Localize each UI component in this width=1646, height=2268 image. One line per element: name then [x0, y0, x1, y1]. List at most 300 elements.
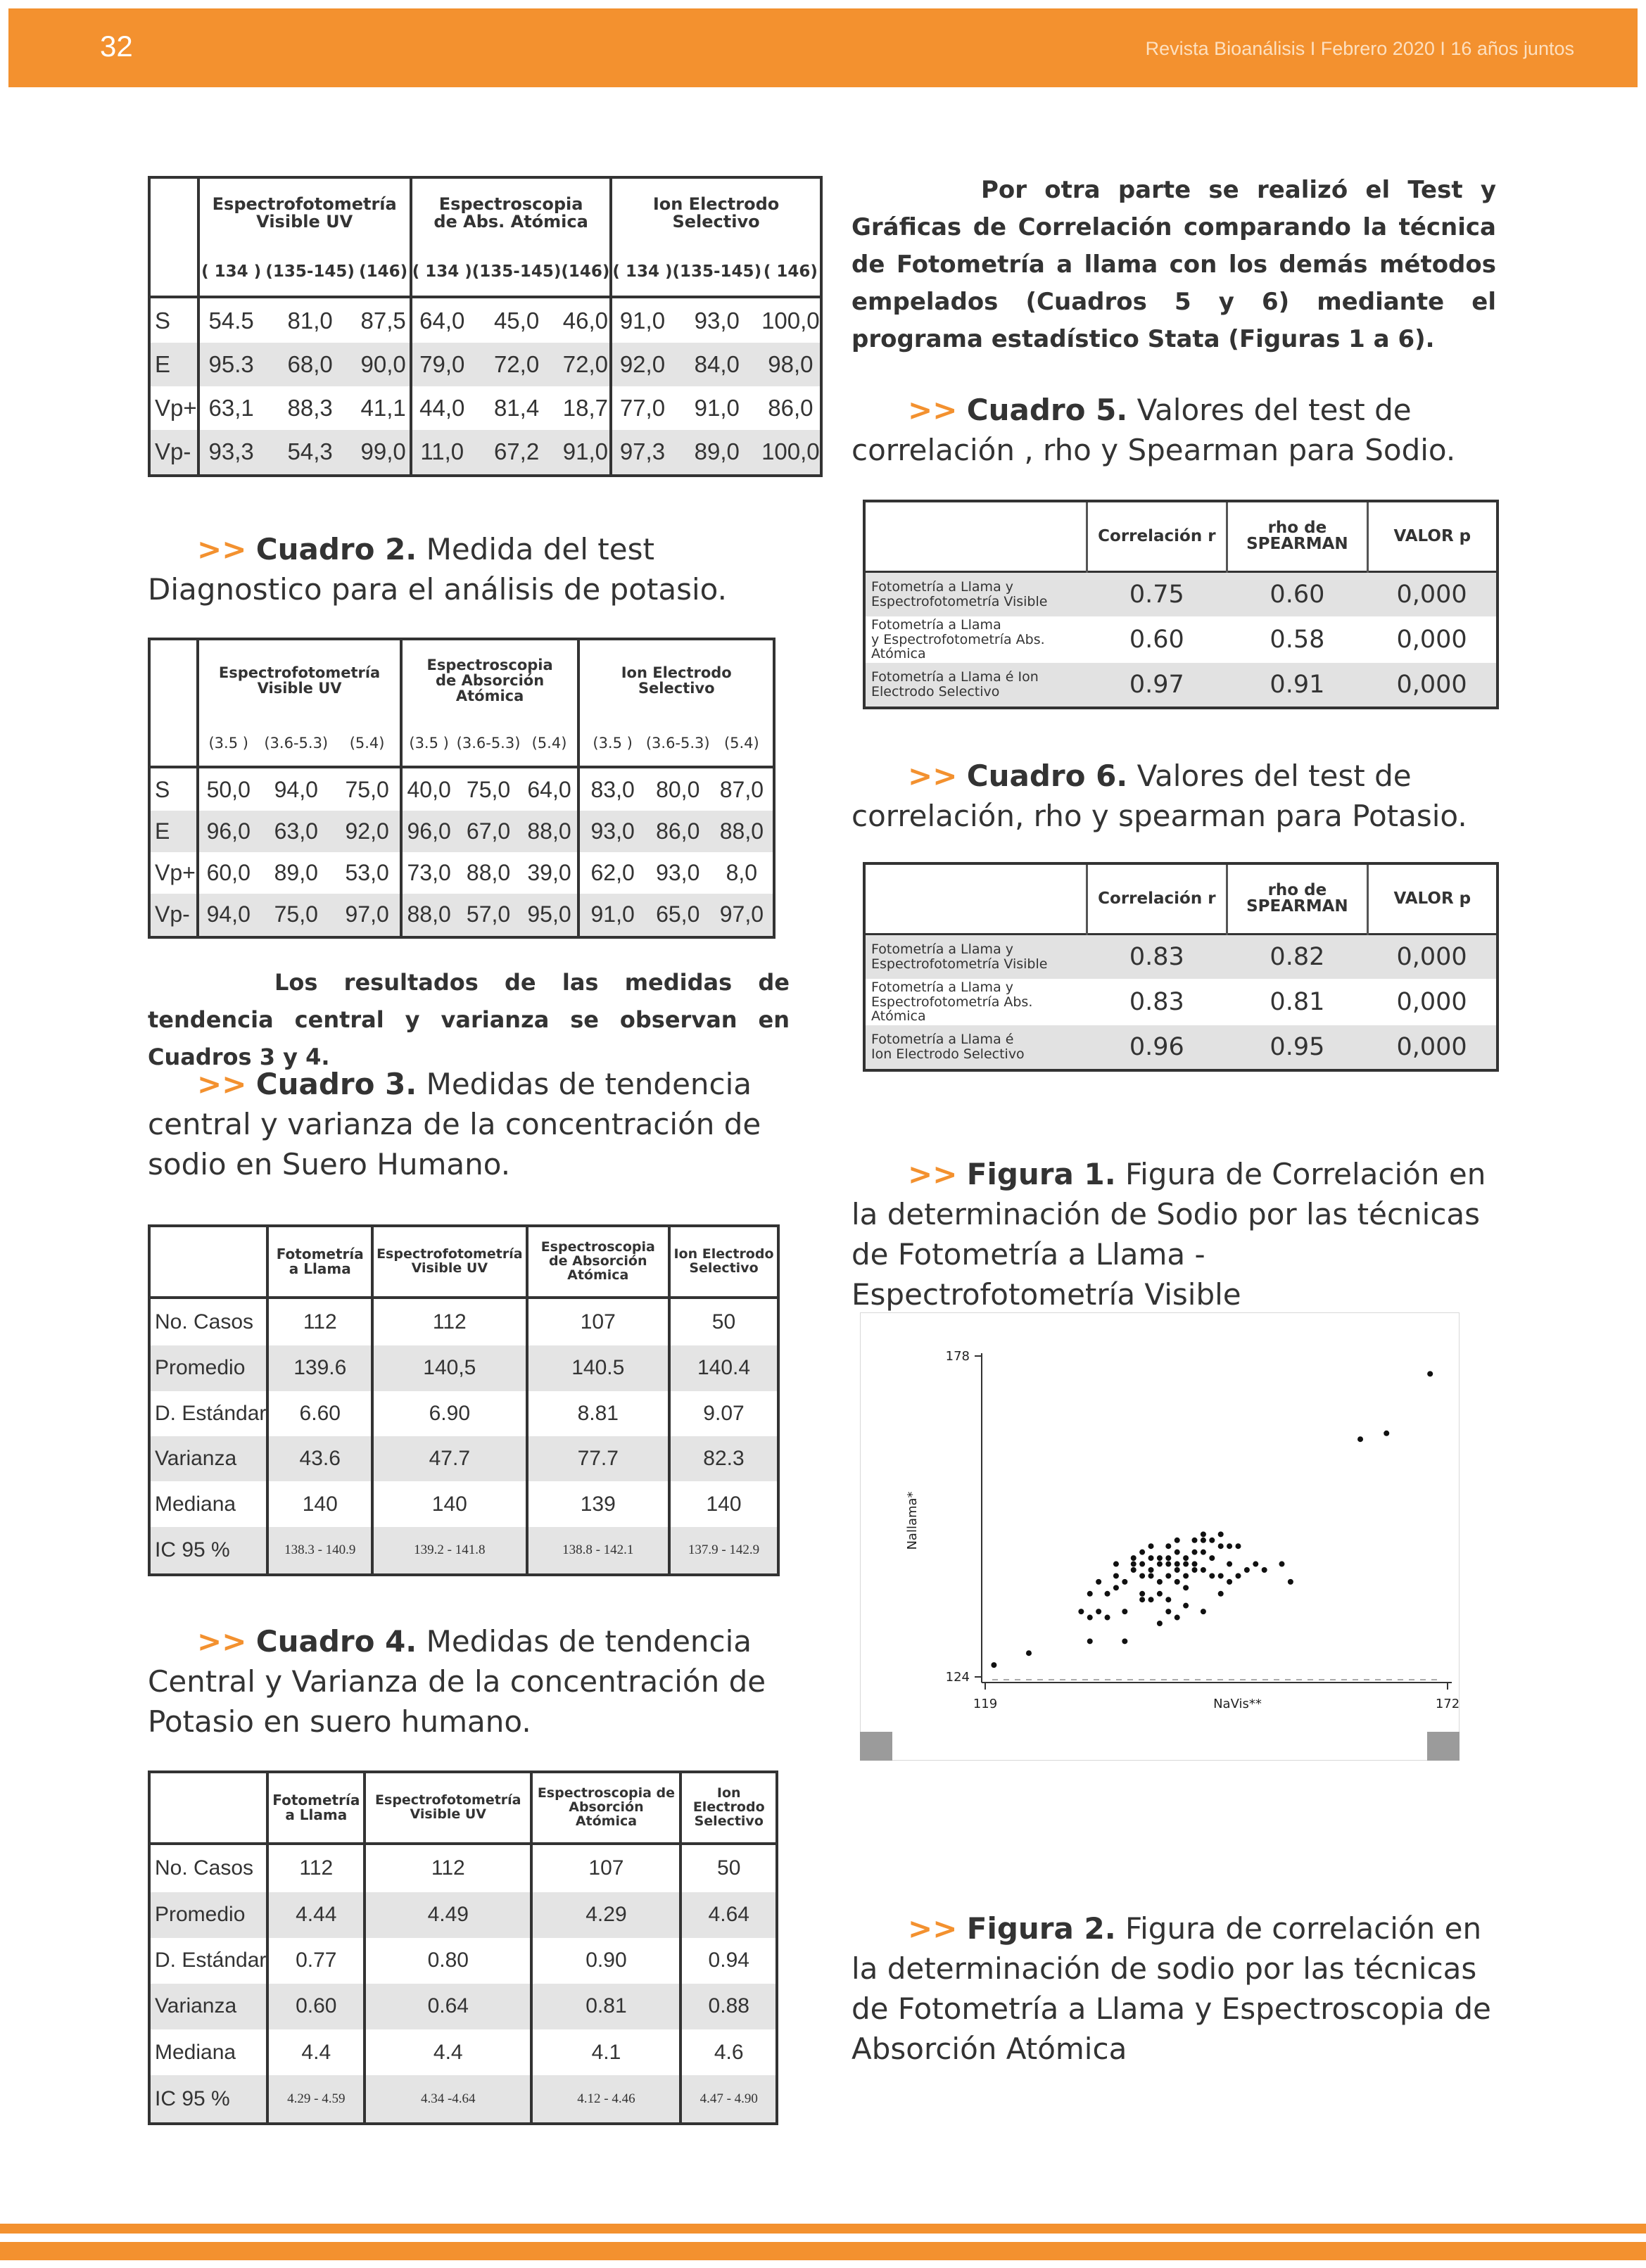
table-cell: 4.49 [365, 1892, 531, 1938]
row-label: S [155, 307, 171, 334]
intro-paragraph: Por otra parte se realizó el Test y Gráficas de Correlación comparando la técnica de Fotometría a llama con los demás métodos empelados (Cuadros 5 y 6) mediante el programa estadístico Stata (Figuras 1 a 6). [852, 176, 1496, 353]
row-label-line: Fotometría a Llama [871, 616, 1001, 633]
table-cell: 88,0 [521, 811, 579, 852]
table-row [149, 1527, 778, 1575]
table-cell: 0.77 [267, 1938, 365, 1984]
table-cell: 93,0 [656, 859, 700, 885]
data-point [1175, 1561, 1180, 1567]
data-point [1209, 1555, 1215, 1561]
table-cell: 82.3 [669, 1436, 778, 1481]
data-point [1192, 1567, 1198, 1573]
table-cell: 0.82 [1227, 934, 1368, 979]
table-cell: 88,3 [287, 394, 333, 421]
table-cell: 43.6 [267, 1436, 372, 1481]
table-cell: 92,0 [335, 811, 401, 852]
table-cell: 140 [372, 1481, 526, 1526]
table-cell: 0.83 [1129, 987, 1184, 1016]
table-cell: 86,0 [645, 811, 711, 852]
row-label: D. Estándar [155, 1401, 267, 1425]
caption-figura-1: >> Figura 1. Figura de Correlación en la determinación de Sodio por las técnicas de Fotometría a Llama - Espectrofotometría Visible [852, 1157, 1486, 1312]
row-label: D. Estándar [155, 1949, 267, 1972]
row-label [864, 934, 1087, 979]
table-diagnostic-potassium [148, 638, 775, 939]
table-cell: 40,0 [401, 767, 456, 811]
data-point [1175, 1550, 1180, 1555]
data-point [1157, 1561, 1163, 1567]
column-header: Espectroscopia de Absorción Atómica [531, 1772, 680, 1844]
table-row [149, 386, 821, 430]
data-point [1427, 1371, 1433, 1376]
table-cell: 50 [680, 1844, 777, 1892]
table-cell: 93,0 [578, 811, 645, 852]
row-label-line: Fotometría a Llama y [871, 979, 1013, 995]
row-label [864, 1025, 1087, 1070]
row-label [864, 979, 1087, 1025]
footer-bar [0, 2242, 1646, 2260]
row-label: Varianza [149, 1436, 267, 1481]
table-cell: 4.1 [531, 2029, 680, 2075]
data-point [1122, 1579, 1127, 1585]
arrow-icon: >> [908, 759, 958, 793]
table-row [149, 1345, 778, 1390]
caption-cuadro-2: >> Cuadro 2. Medida del test Diagnostico para el análisis de potasio. [148, 532, 727, 607]
x-tick-label: 119 [973, 1697, 998, 1711]
data-point [1165, 1543, 1171, 1549]
table-cell: 67,2 [472, 430, 562, 476]
table-cell: 80,0 [656, 776, 700, 802]
table-cell: 54.5 [198, 297, 263, 343]
row-label: IC 95 % [149, 2075, 267, 2124]
data-point [1122, 1609, 1127, 1614]
results-paragraph: Los resultados de las medidas de tendencia central y varianza se observan en Cuadros 3 y 4. [148, 969, 790, 1070]
row-label: Promedio [149, 1892, 267, 1938]
row-label: Vp+ [155, 394, 197, 421]
column-header: Ion Electrodo Selectivo [669, 1226, 778, 1298]
row-label-line: Fotometría a Llama é Ion [871, 669, 1039, 685]
data-point [1148, 1543, 1154, 1549]
table-cell: 91,0 [611, 297, 672, 343]
page-header [8, 8, 1638, 87]
table-cell: 140.4 [669, 1345, 778, 1390]
table-cell: 0.94 [680, 1938, 777, 1984]
data-point [1201, 1538, 1206, 1543]
column-header: Espectrofotometría Visible UV [372, 1226, 526, 1298]
table-cell: 75,0 [345, 776, 389, 802]
data-point [1078, 1609, 1084, 1614]
range-subheader: (3.5 ) [578, 721, 645, 767]
table-cell: 140 [669, 1481, 778, 1526]
range-subheader: (146) [561, 262, 610, 281]
table-row [149, 1844, 777, 1892]
table-cell: 137.9 - 142.9 [669, 1527, 778, 1575]
table-cell: 62,0 [578, 852, 645, 894]
row-label: Varianza [149, 1984, 267, 2029]
table-row [149, 343, 821, 386]
data-point [1201, 1567, 1206, 1573]
data-point [1384, 1431, 1389, 1436]
table-cell: 0.96 [1087, 1025, 1227, 1070]
table-row [149, 2029, 777, 2075]
table-row [149, 297, 821, 343]
corner-cell [149, 248, 198, 297]
table-potassium-stats [148, 1770, 778, 2125]
data-point [1201, 1609, 1206, 1614]
data-point [1139, 1591, 1145, 1597]
row-label: Vp+ [155, 859, 196, 885]
table-cell: 91,0 [561, 430, 611, 476]
row-label-line: Ion Electrodo Selectivo [871, 1046, 1025, 1062]
table-row [864, 1025, 1498, 1070]
table-cell: 0.95 [1227, 1025, 1368, 1070]
data-point [1148, 1555, 1154, 1561]
data-point [1209, 1538, 1215, 1543]
data-point [1139, 1573, 1145, 1578]
data-point [1157, 1621, 1163, 1626]
table-cell: 64,0 [411, 297, 472, 343]
table-cell: 92,0 [611, 343, 672, 386]
table-cell: 45,0 [493, 307, 540, 334]
table-cell: 140.5 [527, 1345, 669, 1390]
arrow-icon: >> [197, 1067, 247, 1101]
table-cell: 90,0 [357, 343, 411, 386]
data-point [1087, 1638, 1093, 1644]
table-cell: 0.75 [1087, 571, 1227, 616]
table-cell: 9.07 [669, 1391, 778, 1436]
row-label-line: y Espectrofotometría Abs. Atómica [871, 631, 1045, 662]
range-subheader: (135-145) [265, 262, 355, 281]
table-cell: 0.58 [1270, 625, 1325, 654]
corner-cell [149, 1772, 267, 1844]
table-row [149, 1436, 778, 1481]
data-point [1244, 1567, 1250, 1573]
range-subheader: (3.5 ) [198, 721, 257, 767]
table-cell: 39,0 [527, 859, 571, 885]
column-group-header: Espectroscopia de Abs. Atómica [411, 177, 612, 248]
x-axis-title: NaVis** [1213, 1697, 1262, 1711]
range-subheader: (5.4) [531, 734, 567, 752]
table-cell: 8.81 [527, 1391, 669, 1436]
range-subheader: (5.4) [349, 734, 385, 752]
x-tick-label: 172 [1435, 1697, 1460, 1711]
table-row [149, 1984, 777, 2029]
table-cell: 54,3 [263, 430, 357, 476]
data-point [1192, 1561, 1198, 1567]
caption-cuadro-5: >> Cuadro 5. Valores del test de correlación , rho y Spearman para Sodio. [852, 393, 1456, 467]
table-row [864, 616, 1498, 662]
column-header: VALOR p [1367, 501, 1498, 571]
table-cell: 138.8 - 142.1 [527, 1527, 669, 1575]
caption-figura-2: >> Figura 2. Figura de correlación en la determinación de sodio por las técnicas de Fotometría a Llama y Espectroscopia de Absorción Atómica [852, 1911, 1491, 2066]
data-point [1105, 1615, 1110, 1621]
data-point [1288, 1579, 1293, 1585]
table-cell: 0.81 [1270, 987, 1325, 1016]
table-cell: 83,0 [578, 767, 645, 811]
table-row [149, 767, 774, 811]
column-group-header: Espectroscopia de Absorción Atómica [401, 639, 579, 721]
table-row [149, 1938, 777, 1984]
table-cell: 0,000 [1367, 934, 1498, 979]
data-point [1183, 1561, 1189, 1567]
range-subheader: ( 134 ) [611, 248, 672, 297]
data-point [1201, 1550, 1206, 1555]
table-cell: 0.97 [1087, 663, 1227, 708]
table-cell: 0.80 [365, 1938, 531, 1984]
table-cell: 53,0 [345, 859, 389, 885]
range-subheader: (135-145) [471, 262, 562, 281]
data-point [1139, 1550, 1145, 1555]
data-point [1218, 1531, 1224, 1537]
table-row [864, 571, 1498, 616]
table-sodium-stats [148, 1224, 780, 1576]
table-cell: 100,0 [761, 307, 820, 334]
table-correlation-potassium [863, 862, 1499, 1072]
table-cell: 138.3 - 140.9 [267, 1527, 372, 1575]
data-point [1175, 1615, 1180, 1621]
table-cell: 100,0 [761, 430, 821, 476]
data-point [1175, 1538, 1180, 1543]
data-point [1157, 1555, 1163, 1561]
table-cell: 11,0 [411, 430, 472, 476]
data-point [1113, 1573, 1119, 1578]
table-cell: 139.2 - 141.8 [372, 1527, 526, 1575]
table-cell: 112 [267, 1844, 365, 1892]
range-subheader: (3.6-5.3) [645, 734, 710, 752]
data-point [1253, 1561, 1258, 1567]
table-cell: 97,0 [711, 894, 774, 937]
range-subheader: (3.6-5.3) [264, 734, 329, 752]
table-row [149, 1391, 778, 1436]
corner-cell [864, 863, 1087, 934]
table-row [149, 1892, 777, 1938]
row-label-line: Espectrofotometría Visible [871, 956, 1048, 972]
table-cell: 84,0 [672, 343, 761, 386]
table-cell: 46,0 [562, 307, 609, 334]
data-point [1218, 1543, 1224, 1549]
data-point [1183, 1603, 1189, 1609]
table-cell: 112 [365, 1844, 531, 1892]
row-label-line: Espectrofotometría Visible [871, 593, 1048, 609]
row-label: No. Casos [155, 1310, 254, 1334]
data-point [1087, 1615, 1093, 1621]
data-point [1113, 1561, 1119, 1567]
row-label: Promedio [149, 1345, 267, 1390]
table-cell: 88,0 [711, 811, 774, 852]
row-label-line: Espectrofotometría Abs. Atómica [871, 994, 1033, 1025]
row-label: Mediana [155, 1492, 236, 1516]
table-cell: 47.7 [372, 1436, 526, 1481]
data-point [1192, 1550, 1198, 1555]
data-point [1148, 1573, 1154, 1578]
table-cell: 63,0 [258, 811, 335, 852]
table-cell: 0,000 [1396, 987, 1467, 1016]
table-cell: 57,0 [456, 894, 521, 937]
data-point [1165, 1609, 1171, 1614]
table-row [149, 2075, 777, 2124]
arrow-icon: >> [908, 393, 958, 427]
table-cell: 0.91 [1227, 663, 1368, 708]
magazine-title: Revista Bioanálisis I Febrero 2020 I 16 años juntos [1145, 38, 1574, 59]
row-label: No. Casos [155, 1856, 254, 1880]
table-cell: 0.64 [365, 1984, 531, 2029]
table-cell: 107 [531, 1844, 680, 1892]
table-row [149, 894, 774, 937]
table-cell: 41,1 [360, 394, 406, 421]
range-subheader: ( 146) [763, 262, 818, 281]
table-cell: 60,0 [198, 852, 257, 894]
row-label: E [149, 811, 198, 852]
data-point [1087, 1591, 1093, 1597]
range-subheader: ( 134 ) [198, 248, 263, 297]
data-point [1235, 1543, 1241, 1549]
table-cell: 99,0 [357, 430, 411, 476]
data-point [1227, 1561, 1232, 1567]
table-cell: 88,0 [466, 859, 511, 885]
table-cell: 0,000 [1367, 1025, 1498, 1070]
column-header: Ion Electrodo Selectivo [680, 1772, 777, 1844]
data-point [1139, 1597, 1145, 1602]
table-cell: 4.29 [531, 1892, 680, 1938]
y-tick-label: 178 [945, 1349, 970, 1364]
data-point [1139, 1561, 1145, 1567]
table-cell: 88,0 [401, 894, 456, 937]
table-cell: 0.60 [1227, 571, 1368, 616]
row-label-line: Fotometría a Llama y [871, 942, 1013, 958]
caption-cuadro-6: >> Cuadro 6. Valores del test de correlación, rho y spearman para Potasio. [852, 759, 1467, 833]
arrow-icon: >> [197, 532, 247, 566]
data-point [1209, 1573, 1215, 1578]
column-group-header: Ion Electrodo Selectivo [578, 639, 774, 721]
table-row [864, 663, 1498, 708]
table-cell: 4.4 [267, 2029, 365, 2075]
data-point [1026, 1650, 1032, 1656]
column-group-header: Ion Electrodo Selectivo [611, 177, 821, 248]
corner-cell [149, 721, 198, 767]
range-subheader: ( 134 ) [411, 248, 472, 297]
table-cell: 4.4 [365, 2029, 531, 2075]
table-cell: 98,0 [761, 343, 821, 386]
data-point [1113, 1585, 1119, 1590]
data-point [1131, 1567, 1137, 1573]
table-row [149, 1298, 778, 1345]
table-cell: 91,0 [578, 894, 645, 937]
data-point [991, 1662, 996, 1668]
table-row [149, 811, 774, 852]
column-header: Correlación r [1087, 501, 1227, 571]
table-cell: 77,0 [611, 386, 672, 430]
table-cell: 91,0 [694, 394, 740, 421]
table-row [864, 979, 1498, 1025]
data-point [1165, 1561, 1171, 1567]
row-label: S [155, 776, 170, 802]
corner-cell [149, 1226, 267, 1298]
table-cell: 77.7 [527, 1436, 669, 1481]
data-point [1165, 1597, 1171, 1602]
range-subheader: (135-145) [672, 262, 762, 281]
table-cell: 96,0 [401, 811, 456, 852]
table-cell: 65,0 [645, 894, 711, 937]
table-cell: 0,000 [1367, 571, 1498, 616]
data-point [1262, 1567, 1267, 1573]
column-group-header: Espectrofotometría Visible UV [198, 639, 400, 721]
column-header: rho de SPEARMAN [1227, 863, 1368, 934]
data-point [1192, 1538, 1198, 1543]
table-cell: 63,1 [198, 386, 263, 430]
data-point [1122, 1638, 1127, 1644]
table-cell: 72,0 [561, 343, 611, 386]
arrow-icon: >> [908, 1911, 958, 1946]
data-point [1131, 1561, 1137, 1567]
data-point [1175, 1579, 1180, 1585]
table-cell: 4.47 - 4.90 [680, 2075, 777, 2124]
table-cell: 79,0 [411, 343, 472, 386]
page-number: 32 [100, 30, 133, 63]
data-point [1165, 1555, 1171, 1561]
table-cell: 139.6 [267, 1345, 372, 1390]
table-cell: 73,0 [401, 852, 456, 894]
data-point [1096, 1609, 1101, 1614]
table-cell: 64,0 [527, 776, 571, 802]
data-point [1279, 1561, 1284, 1567]
range-subheader: (5.4) [723, 734, 759, 752]
table-cell: 4.12 - 4.46 [531, 2075, 680, 2124]
arrow-icon: >> [908, 1157, 958, 1191]
column-header: Fotometría a Llama [267, 1772, 365, 1844]
data-point [1096, 1579, 1101, 1585]
table-cell: 44,0 [411, 386, 472, 430]
data-point [1218, 1591, 1224, 1597]
table-cell: 0.90 [531, 1938, 680, 1984]
corner-cell [864, 501, 1087, 571]
table-cell: 4.44 [267, 1892, 365, 1938]
table-cell: 93,0 [694, 307, 740, 334]
data-point [1148, 1597, 1154, 1602]
row-label [864, 571, 1087, 616]
table-cell: 0.83 [1087, 934, 1227, 979]
table-cell: 97,0 [335, 894, 401, 937]
column-header: Espectroscopia de Absorción Atómica [527, 1226, 669, 1298]
table-cell: 0.88 [680, 1984, 777, 2029]
data-point [1183, 1585, 1189, 1590]
table-cell: 4.64 [680, 1892, 777, 1938]
table-cell: 68,0 [263, 343, 357, 386]
data-point [1131, 1555, 1137, 1561]
corner-cell [149, 639, 198, 721]
table-cell: 87,0 [719, 776, 764, 802]
data-point [1157, 1591, 1163, 1597]
table-cell: 112 [372, 1298, 526, 1345]
row-label-line: Fotometría a Llama y [871, 579, 1013, 595]
table-cell: 81,0 [287, 307, 333, 334]
table-cell: 94,0 [274, 776, 318, 802]
table-cell: 107 [527, 1298, 669, 1345]
table-cell: 0.60 [1129, 625, 1184, 654]
table-cell: 4.29 - 4.59 [267, 2075, 365, 2124]
table-cell: 95,0 [521, 894, 579, 937]
table-cell: 50,0 [198, 767, 257, 811]
table-row [149, 1481, 778, 1526]
data-point [1201, 1531, 1206, 1537]
table-cell: 95.3 [198, 343, 263, 386]
data-point [1227, 1579, 1232, 1585]
corner-cell [149, 177, 198, 248]
table-cell: 89,0 [274, 859, 318, 885]
table-cell: 75,0 [466, 776, 511, 802]
y-axis-title: Nallama* [905, 1491, 920, 1550]
table-row [149, 852, 774, 894]
table-cell: 0,000 [1396, 625, 1467, 654]
table-cell: 8,0 [726, 859, 758, 885]
column-header: Fotometría a Llama [267, 1226, 372, 1298]
